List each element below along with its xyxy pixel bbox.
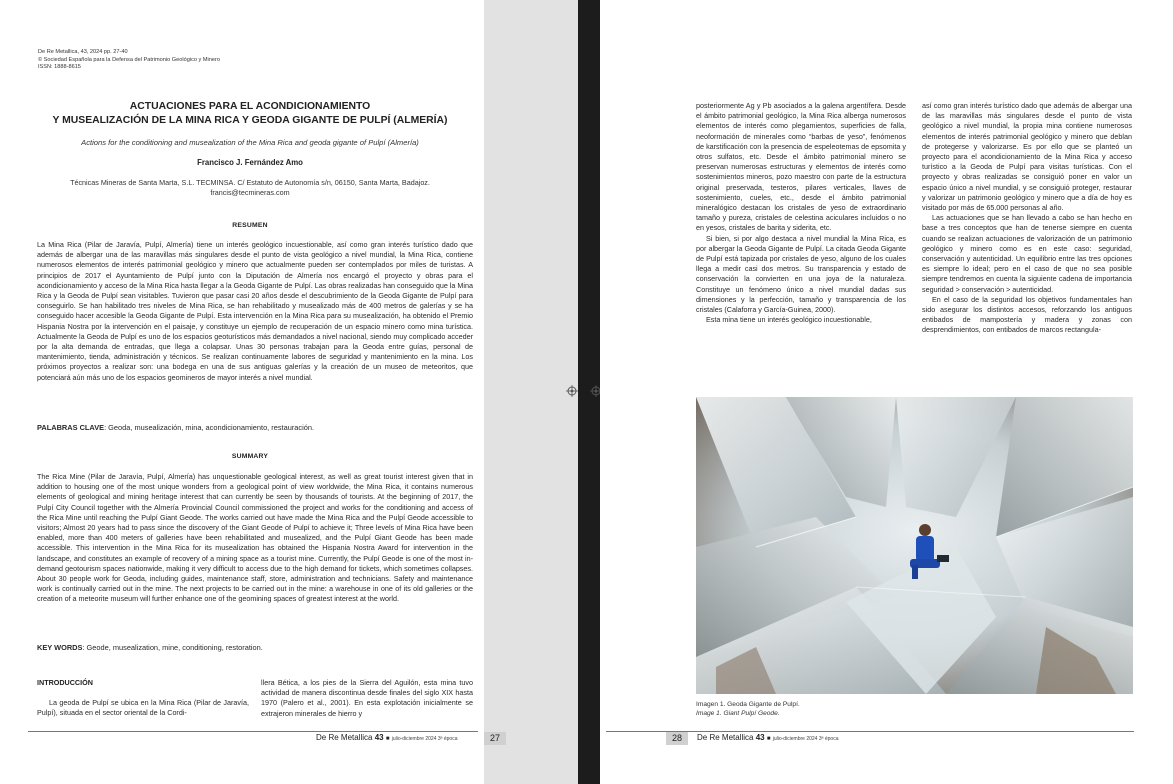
key-words-label: KEY WORDS — [37, 643, 83, 652]
meta-line: ISSN: 1888-8615 — [38, 64, 81, 71]
journal-name: De Re Metallica — [316, 733, 373, 742]
meta-line: De Re Metallica, 43, 2024 pp. 27-40 — [38, 49, 128, 55]
paragraph: así como gran interés turístico dado que además de albergar una de las maravillas más singulares desde el punto de vista geológico a nivel mundial, la propia mina contiene numerosos elementos de interés patrimonial geológico y minero que deblan de protegerse y valorizarse. Es por ello que se planteó un proyecto para el acondicionamiento de la Mina Rica y acceso turístico a la Geoda de Pulpí para visitas turísticas. Con el proyecto y obras realizadas se consiguió poner en valor un espacio único a nivel mundial, y se consiguió proteger, restaurar y valorizar un patrimonio geológico y minero que a día de hoy es visitado por más de 65.000 personas al año. — [922, 101, 1132, 213]
palabras-clave — [37, 423, 473, 432]
right-page — [600, 0, 1173, 784]
paragraph: Si bien, si por algo destaca a nivel mundial la Mina Rica, es por albergar la Geoda Gigante de Pulpí. La citada Geoda Gigante de Pulpí está tapizada por cristales de yeso, alguno de los cuales llega a medir casi dos metros. Su transparencia y estado de conservación la convierten en una joya de la naturaleza. Constituye un fenómeno único a nivel mundial dadas sus dimensiones y la perfección, tamaño y transparencia de los cristales (Calaforra y García-Guinea, 2000). — [696, 233, 906, 315]
paragraph: Esta mina tiene un interés geológico incuestionable, — [706, 315, 872, 325]
summary-heading: SUMMARY — [231, 453, 269, 460]
palabras-clave-label: PALABRAS CLAVE — [37, 423, 105, 432]
paragraph: En el caso de la seguridad los objetivos fundamentales han sido asegurar los distintos accesos, reforzando los antiguos entibados de mampostería y madera y zonas con desprendimientos, con entibados de marcos rectangula- — [922, 294, 1132, 335]
right-column-1 — [696, 101, 906, 325]
introduccion-heading: INTRODUCCIÓN — [37, 678, 93, 687]
article-subtitle: Actions for the conditioning and musealization of the Mina Rica and geoda gigante of Pulpí (Almería) — [81, 138, 419, 147]
key-words — [37, 643, 473, 652]
meta-line: © Sociedad Española para la Defensa del Patrimonio Geológico y Minero — [38, 56, 220, 63]
caption-en: Image 1. Giant Pulpí Geode. — [696, 710, 780, 718]
resumen-paragraph: La Mina Rica (Pilar de Jaravía, Pulpí, Almería) tiene un interés geológico incuestionable, así como gran interés turístico dado que además de albergar una de las maravillas más singulares desde el punto de vista geológico a nivel mundial, la Mina Rica, contiene numerosos elementos de interés patrimonial geológico y minero que actualmente pueden ser contemplados por miles de turistas. A principios de 2017 el Ayuntamiento de Pulpí junto con la Diputación de Almería nos encargó el proyecto y obras para el acondicionamiento y acceso de la Mina Rica hasta llegar a la Geoda Gigante de Pulpí. Las obras realizadas han conseguido que la Mina Rica y la Geoda de Pulpí sean visitables. Tuvieron que pasar casi 20 años desde el descubrimiento de la Geoda Gigante de Pulpí para conseguirlo. Se han habilitado tres niveles de Mina Rica, se han rehabilitado y musealizado más de 400 metros de galerías y se ha conseguido hacer accesible la Geoda Gigante de Pulpí. Esta intervención en la Mina Rica para su musealización, ha obtenido el Premio Hispania Nostra por la intervención en el paisaje, y constituye un ejemplo de recuperación de un espacio minero como mina turística. Actualmente la Geoda de Pulpí es uno de los espacios geoturísticos más demandados a nivel nacional, siendo muy complicado acceder por la alta demanda de entradas, que llega a colapsar. Unas 30 personas trabajan para la Geoda entre guías, personal de mantenimiento, tienda, administración y técnicos. Se realizan continuamente labores de seguridad y mantenimiento en la mina. Los próximos proyectos a realizar son: una bodega en una de sus antiguas galerías y la creación de un museo de meteoritos, que potenciará aún más uno de los espacios geomineros de mayor interés a nivel mundial. — [37, 240, 473, 382]
right-column-2 — [922, 101, 1132, 336]
title-line: ACTUACIONES PARA EL ACONDICIONAMIENTO — [129, 101, 371, 112]
footer-journal: De Re Metallica 43 ■ julio-diciembre 2024 3ª época — [316, 733, 458, 742]
page-number-right: 28 — [666, 732, 688, 745]
page-number-left: 27 — [484, 732, 506, 745]
paragraph: posteriormente Ag y Pb asociados a la galena argentífera. Desde el ámbito patrimonial geológico, la Mina Rica alberga numerosos elementos de interés como plegamientos, superficies de falla, neoformación de minerales como “barbas de yeso”, fenómenos de karstificación con la presencia de espeleotemas de epsomita y otros sulfatos, etc. Desde el ámbito patrimonial minero se preservan numerosas estructuras y elementos de interés como sostenimientos mineros, pozo maestro con parte de la estructura original preservada, testeros, pilares verticales, llaves de sostenimiento, cueles, etc., desde el ámbito patrimonial mineralógico destacan los cristales de yeso de extraordinario tamaño y pureza, cristales de celestina aciculares incluidos o no en yesos, cristales de barita y siderita, etc. — [696, 101, 906, 233]
paragraph: Las actuaciones que se han llevado a cabo se han hecho en base a tres conceptos que han de tenerse siempre en cuenta cuando se realizan actuaciones de valorización de un patrimonio geológico y minero como es en este caso: seguridad, conservación y autenticidad. Un equilibrio entre las tres opciones es siempre lo ideal; pero en el caso de que no sea posible siempre tendremos en cuenta la siguiente cadena de importancia seguridad > conservación > autenticidad. — [922, 213, 1132, 294]
intro-column-1: La geoda de Pulpí se ubica en la Mina Rica (Pilar de Jaravía, Pulpí), situada en el sector oriental de la Cordi- — [37, 698, 249, 718]
registration-mark-icon — [566, 385, 578, 397]
footer-rule — [28, 731, 478, 732]
journal-issue: julio-diciembre 2024 3ª época — [391, 736, 458, 742]
journal-volume: 43 — [755, 733, 765, 742]
journal-volume: 43 — [374, 733, 384, 742]
left-page — [0, 0, 484, 784]
intro-column-2: llera Bética, a los pies de la Sierra del Aguilón, esta mina tuvo actividad de manera discontinua desde finales del siglo XIX hasta 1970 (Palero et al., 2001). En esta explotación inicialmente se extrajeron minerales de hierro y — [261, 678, 473, 718]
article-title — [30, 100, 470, 127]
summary-paragraph: The Rica Mine (Pilar de Jaravía, Pulpí, Almería) has unquestionable geological interest, as well as great tourist interest given that in addition to housing one of the most unique wonders from a geological point of view worldwide, the Mina Rica, it contains numerous elements of geological and mining heritage interest that can currently be seen by thousands of tourists. At the beginning of 2017, the Pulpí City Council together with the Almería Provincial Council commissioned the project and works for the conditioning and access of the Rica Mine until reaching the Pulpí Giant Geode. The works carried out have made the Mina Rica and the Pulpí Geode accessible to visitors; Almost 20 years had to pass since the discovery of the Giant Geode of Pulpí to achieve it; Three levels of Mina Rica have been enabled, more than 400 meters of galleries have been rehabilitated and musealized, and the Pulpí Giant Geode has been made accessible. This intervention in the Mina Rica for its musealization has obtained the Hispania Nostra Award for intervention in the landscape, and constitutes an example of recovery of a mining space as a tourist mine. Currently, the Pulpí Geode is one of the most in-demand geotourism spaces nationwide, making it very difficult to access due to the high demand for tickets, which sometimes collapses. About 30 people work for Geoda, including guides, maintenance staff, store, administration and technicians. Safety and maintenance work is continually carried out in the mine. The next projects to be carried out in the mine: a warehouse in one of its old galleries or the creation of a meteorite museum will further enhance one of the geomining spaces of greatest interest at the world. — [37, 472, 473, 604]
resumen-heading: RESUMEN — [232, 222, 268, 229]
caption-es: Imagen 1. Geoda Gigante de Pulpí. — [696, 701, 800, 708]
footer-journal: De Re Metallica 43 ■ julio-diciembre 2024 3ª época — [697, 733, 839, 742]
affiliation-line: Técnicas Mineras de Santa Marta, S.L. TECMINSA. C/ Estatuto de Autonomía s/n, 06150, Santa Marta, Badajoz. — [70, 178, 430, 187]
gutter-left — [484, 0, 578, 784]
key-words-text: : Geode, musealization, mine, conditioning, restoration. — [82, 643, 263, 652]
journal-issue: julio-diciembre 2024 3ª época — [772, 736, 839, 742]
title-line: Y MUSEALIZACIÓN DE LA MINA RICA Y GEODA GIGANTE DE PULPÍ (ALMERÍA) — [52, 114, 448, 126]
photo-caption — [696, 700, 800, 719]
palabras-clave-text: : Geoda, musealización, mina, acondicionamiento, restauración. — [104, 423, 315, 432]
author-affiliation — [30, 178, 470, 198]
publication-meta — [38, 49, 220, 72]
author-name: Francisco J. Fernández Amo — [197, 158, 303, 167]
author-email[interactable]: francis@tecmineras.com — [210, 188, 290, 197]
geode-photo — [696, 397, 1133, 694]
journal-name: De Re Metallica — [697, 733, 754, 742]
